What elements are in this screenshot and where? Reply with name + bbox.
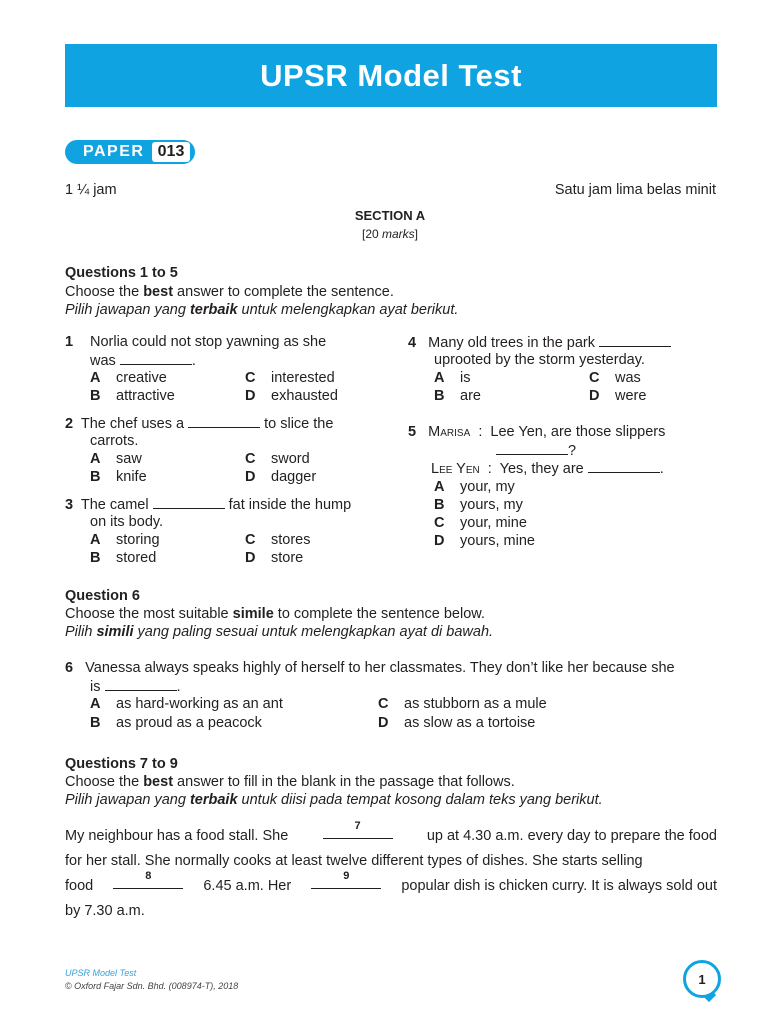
q4-option-a[interactable]: A is	[434, 370, 471, 386]
q3-option-b[interactable]: B stored	[90, 550, 157, 566]
footer-title: UPSR Model Test	[65, 968, 137, 978]
q1-option-b[interactable]: B attractive	[90, 388, 175, 404]
q5-option-d[interactable]: D yours, mine	[434, 533, 535, 549]
q5-option-c[interactable]: C your, mine	[434, 515, 527, 531]
question-5: 5 Marisa : Lee Yen, are those slippers	[408, 424, 666, 440]
question-6-line2: is .	[90, 679, 181, 695]
section-title: SECTION A	[354, 208, 426, 223]
question-4-line2: uprooted by the storm yesterday.	[434, 352, 645, 368]
footer-copyright: © Oxford Fajar Sdn. Bhd. (008974-T), 2018	[65, 981, 239, 991]
q6-option-d[interactable]: D as slow as a tortoise	[378, 715, 536, 731]
q7to9-heading: Questions 7 to 9	[65, 756, 178, 772]
question-3-line2: on its body.	[90, 514, 164, 530]
q1to5-instruction-malay: Pilih jawapan yang terbaik untuk melengkapkan ayat berikut.	[65, 302, 459, 318]
q1-option-a[interactable]: A creative	[90, 370, 167, 386]
q3-option-c[interactable]: C stores	[245, 532, 311, 548]
q1-option-c[interactable]: C interested	[245, 370, 335, 386]
question-2-line2: carrots.	[90, 433, 139, 449]
paper-label: PAPER	[83, 143, 145, 160]
passage-line-3: food 8 6.45 a.m. Her 9 popular dish is chicken curry. It is always sold out	[65, 870, 717, 894]
q7to9-instruction: Choose the best answer to fill in the blank in the passage that follows.	[65, 774, 515, 790]
question-5-line1b: ?	[496, 442, 576, 459]
q7to9-instruction-malay: Pilih jawapan yang terbaik untuk diisi pada tempat kosong dalam teks yang berikut.	[65, 792, 603, 808]
blank-8[interactable]: 8	[113, 874, 183, 889]
q6-instruction: Choose the most suitable simile to complete the sentence below.	[65, 606, 485, 622]
passage-line-1: My neighbour has a food stall. She 7 up at 4.30 a.m. every day to prepare the food	[65, 820, 717, 844]
q3-option-d[interactable]: D store	[245, 550, 304, 566]
q5-option-b[interactable]: B yours, my	[434, 497, 523, 513]
question-6: 6 Vanessa always speaks highly of herself to her classmates. They don’t like her because she	[65, 660, 675, 676]
q4-option-b[interactable]: B are	[434, 388, 481, 404]
passage-line-2: for her stall. She normally cooks at least twelve different types of dishes. She starts selling	[65, 853, 643, 869]
q2-option-a[interactable]: A saw	[90, 451, 142, 467]
q2-option-d[interactable]: D dagger	[245, 469, 317, 485]
q2-option-b[interactable]: B knife	[90, 469, 147, 485]
time-english: 1 ¼ jam	[65, 182, 117, 198]
question-2: 2 The chef uses a to slice the	[65, 416, 334, 432]
q1-option-d[interactable]: D exhausted	[245, 388, 338, 404]
q1to5-instruction: Choose the best answer to complete the sentence.	[65, 284, 394, 300]
q4-option-c[interactable]: C was	[589, 370, 641, 386]
section-marks: [20 marks]	[361, 227, 419, 241]
q2-option-c[interactable]: C sword	[245, 451, 310, 467]
page-number: 1	[683, 960, 721, 998]
q5-option-a[interactable]: A your, my	[434, 479, 515, 495]
q6-option-c[interactable]: C as stubborn as a mule	[378, 696, 547, 712]
q6-option-b[interactable]: B as proud as a peacock	[90, 715, 262, 731]
question-4: 4 Many old trees in the park	[408, 334, 671, 351]
question-1: 1 Norlia could not stop yawning as she	[65, 334, 327, 350]
q4-option-d[interactable]: D were	[589, 388, 647, 404]
paper-badge	[65, 140, 195, 164]
title-banner	[65, 44, 717, 107]
q6-option-a[interactable]: A as hard-working as an ant	[90, 696, 283, 712]
q6-heading: Question 6	[65, 588, 140, 604]
blank-9[interactable]: 9	[311, 874, 381, 889]
q3-option-a[interactable]: A storing	[90, 532, 160, 548]
passage	[65, 820, 717, 924]
page-title: UPSR Model Test	[260, 57, 522, 93]
blank-7[interactable]: 7	[323, 824, 393, 839]
time-malay: Satu jam lima belas minit	[554, 182, 716, 198]
paper-number: 013	[152, 142, 190, 162]
question-1-line2: was .	[90, 353, 196, 369]
passage-line-4: by 7.30 a.m.	[65, 903, 145, 919]
q1to5-heading: Questions 1 to 5	[65, 265, 178, 281]
question-3: 3 The camel fat inside the hump	[65, 497, 352, 513]
q6-instruction-malay: Pilih simili yang paling sesuai untuk melengkapkan ayat di bawah.	[65, 624, 494, 640]
question-5-line2: Lee Yen : Yes, they are .	[431, 461, 664, 477]
